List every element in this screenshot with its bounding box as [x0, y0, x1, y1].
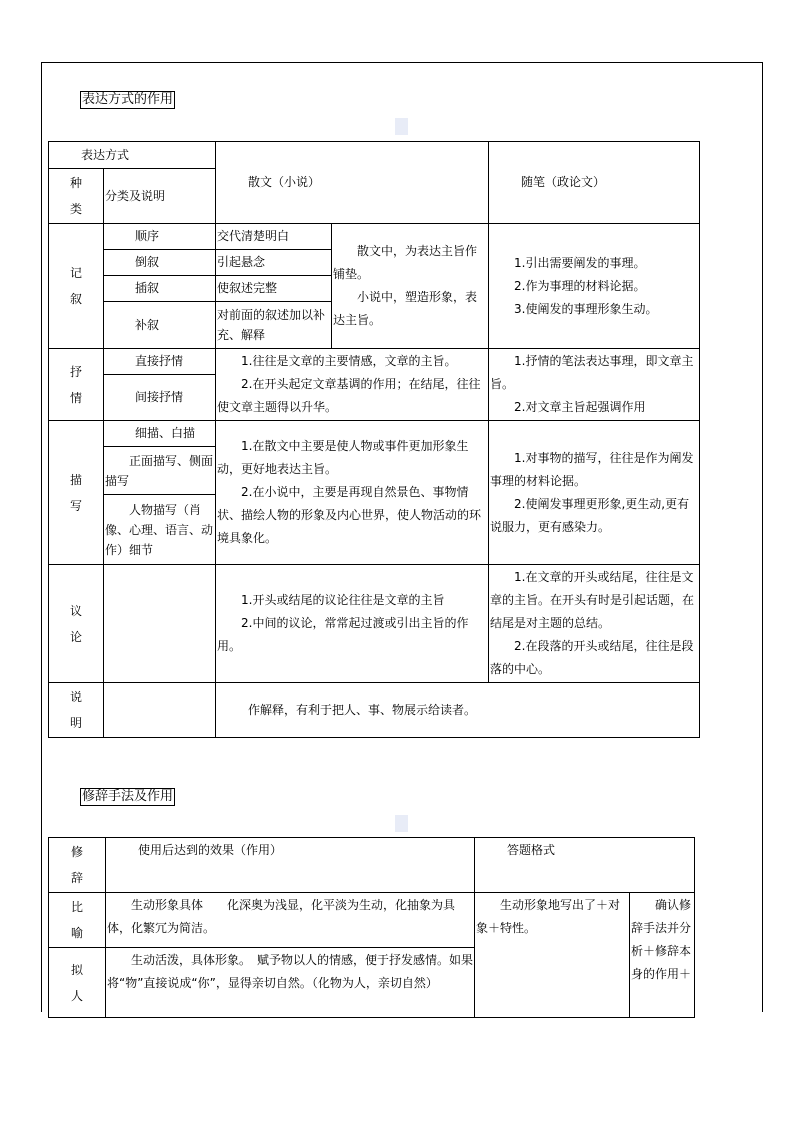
header-kind-char: 类: [69, 202, 82, 216]
narration-prose-line: 小说中，塑造形象，表达主旨。: [333, 290, 478, 327]
rhetoric-format-cell: [475, 893, 630, 1018]
rhetoric-effect-label: 使用后达到的效果（作用）: [138, 843, 283, 857]
rhetoric-format-label: 答题格式: [507, 843, 556, 857]
category-char: 叙: [69, 292, 82, 306]
argument-prose-cell: [216, 565, 489, 683]
expression-table: [48, 141, 700, 738]
description-item-name: 细描、白描: [104, 421, 216, 447]
rhetoric-char: 人: [70, 988, 83, 1003]
rhetoric-metaphor-cell: [49, 893, 106, 948]
rhetoric-side-note-cell: [630, 893, 695, 1018]
header-mode-label: 表达方式: [81, 147, 130, 162]
image-placeholder-marker: [395, 118, 408, 135]
header-essay-label: 随笔（政论文）: [521, 175, 606, 189]
category-char: 抒: [69, 364, 82, 379]
lyric-essay-line: 2.对文章主旨起强调作用: [514, 400, 646, 414]
narration-item-desc: 对前面的叙述加以补充、解释: [216, 302, 332, 349]
header-classify-cell: [104, 169, 216, 224]
rhetoric-header-char: 修: [70, 845, 83, 859]
rhetoric-effect-header: [106, 838, 475, 893]
header-mode-cell: [49, 142, 216, 169]
header-prose-label: 散文（小说）: [248, 175, 321, 189]
rhetoric-side-note: 确认修辞手法并分析＋修辞本身的作用＋: [631, 898, 692, 981]
category-char: 情: [69, 390, 82, 405]
header-kind-char: 种: [69, 176, 82, 190]
narration-item-name: 倒叙: [104, 250, 216, 276]
rhetoric-char: 比: [70, 900, 83, 914]
lyric-item-name: 间接抒情: [104, 375, 216, 421]
header-kind-cell: [49, 169, 104, 224]
narration-item-desc: 使叙述完整: [216, 276, 332, 302]
argument-essay-line: 1.在文章的开头或结尾，往往是文章的主旨。在开头有时是引起话题，在结尾是对主题的总结。: [490, 570, 695, 630]
category-char: 写: [69, 498, 82, 513]
category-char: 论: [69, 629, 82, 644]
description-essay-line: 1.对事物的描写，往往是作为阐发事理的材料论据。: [490, 450, 694, 488]
narration-prose-line: 散文中，为表达主旨作铺垫。: [333, 244, 478, 281]
description-essay-line: 2.使阐发事理更形象,更生动,更有说服力，更有感染力。: [490, 496, 690, 534]
rhetoric-table: [48, 837, 695, 1018]
lyric-prose-line: 1.往往是文章的主要情感，文章的主旨。: [241, 354, 457, 368]
narration-item-name: 插叙: [104, 276, 216, 302]
rhetoric-format-text: 生动形象地写出了＋对象＋特性。: [476, 898, 621, 935]
argument-prose-line: 2.中间的议论，常常起过渡或引出主旨的作用。: [217, 616, 469, 653]
narration-essay-line: 2.作为事理的材料论据。: [514, 278, 646, 293]
rhetoric-personification-cell: [49, 948, 106, 1018]
exposition-empty-cell: [104, 683, 216, 738]
narration-item-desc: 交代清楚明白: [216, 224, 332, 250]
lyric-item-name: 直接抒情: [104, 349, 216, 375]
lyric-essay-cell: [489, 349, 700, 421]
exposition-text-cell: [216, 683, 700, 738]
argument-essay-cell: [489, 565, 700, 683]
narration-item-name: 补叙: [104, 302, 216, 349]
narration-essay-line: 3.使阐发的事理形象生动。: [514, 301, 658, 316]
narration-item-desc: 引起悬念: [216, 250, 332, 276]
lyric-essay-line: 1.抒情的笔法表达事理，即文章主旨。: [490, 354, 694, 391]
category-char: 明: [69, 716, 82, 730]
description-item-name: 正面描写、侧面描写: [104, 447, 216, 495]
category-description: [49, 421, 104, 565]
header-classify-label: 分类及说明: [105, 188, 166, 203]
rhetoric-personification-effect: [106, 948, 475, 1018]
header-prose-cell: [216, 142, 489, 224]
rhetoric-header-cell: [49, 838, 106, 893]
rhetoric-format-header: [475, 838, 695, 893]
category-exposition: [49, 683, 104, 738]
rhetoric-header-char: 辞: [70, 871, 83, 885]
section-heading-expression: 表达方式的作用: [82, 92, 174, 107]
description-item-name: 人物描写（肖像、心理、语言、动作）细节: [104, 495, 216, 565]
category-lyric: [49, 349, 104, 421]
argument-empty-cell: [104, 565, 216, 683]
description-prose-line: 2.在小说中，主要是再现自然景色、事物情状、描绘人物的形象及内心世界，使人物活动的环境具象化。: [217, 485, 482, 545]
argument-prose-line: 1.开头或结尾的议论往往是文章的主旨: [241, 593, 445, 607]
rhetoric-char: 喻: [70, 926, 83, 940]
narration-prose-cell: [332, 224, 489, 349]
narration-essay-cell: [489, 224, 700, 349]
description-essay-cell: [489, 421, 700, 565]
category-char: 描: [69, 472, 82, 487]
narration-item-name: 顺序: [104, 224, 216, 250]
exposition-text: 作解释，有利于把人、事、物展示给读者。: [248, 702, 477, 717]
image-placeholder-marker: [395, 815, 408, 832]
narration-essay-line: 1.引出需要阐发的事理。: [514, 255, 646, 270]
category-char: 议: [69, 603, 82, 618]
header-essay-cell: [489, 142, 700, 224]
rhetoric-metaphor-effect: [106, 893, 475, 948]
rhetoric-effect-text: 生动活泼，具体形象。 赋予物以人的情感，便于抒发感情。如果将“物”直接说成“你”，显得亲切自然。（化物为人，亲切自然）: [107, 953, 474, 990]
description-prose-cell: [216, 421, 489, 565]
category-narration: [49, 224, 104, 349]
section-heading-rhetoric: 修辞手法及作用: [82, 789, 174, 804]
argument-essay-line: 2.在段落的开头或结尾，往往是段落的中心。: [490, 639, 694, 676]
lyric-prose-line: 2.在开头起定文章基调的作用；在结尾，往往使文章主题得以升华。: [217, 377, 481, 414]
rhetoric-effect-text: 生动形象具体 化深奥为浅显，化平淡为生动，化抽象为具体，化繁冗为简洁。: [107, 898, 456, 935]
category-char: 记: [69, 266, 82, 280]
category-argument: [49, 565, 104, 683]
description-prose-line: 1.在散文中主要是使人物或事件更加形象生动，更好地表达主旨。: [217, 439, 469, 476]
category-char: 说: [69, 690, 82, 704]
rhetoric-char: 拟: [70, 962, 83, 977]
lyric-prose-cell: [216, 349, 489, 421]
